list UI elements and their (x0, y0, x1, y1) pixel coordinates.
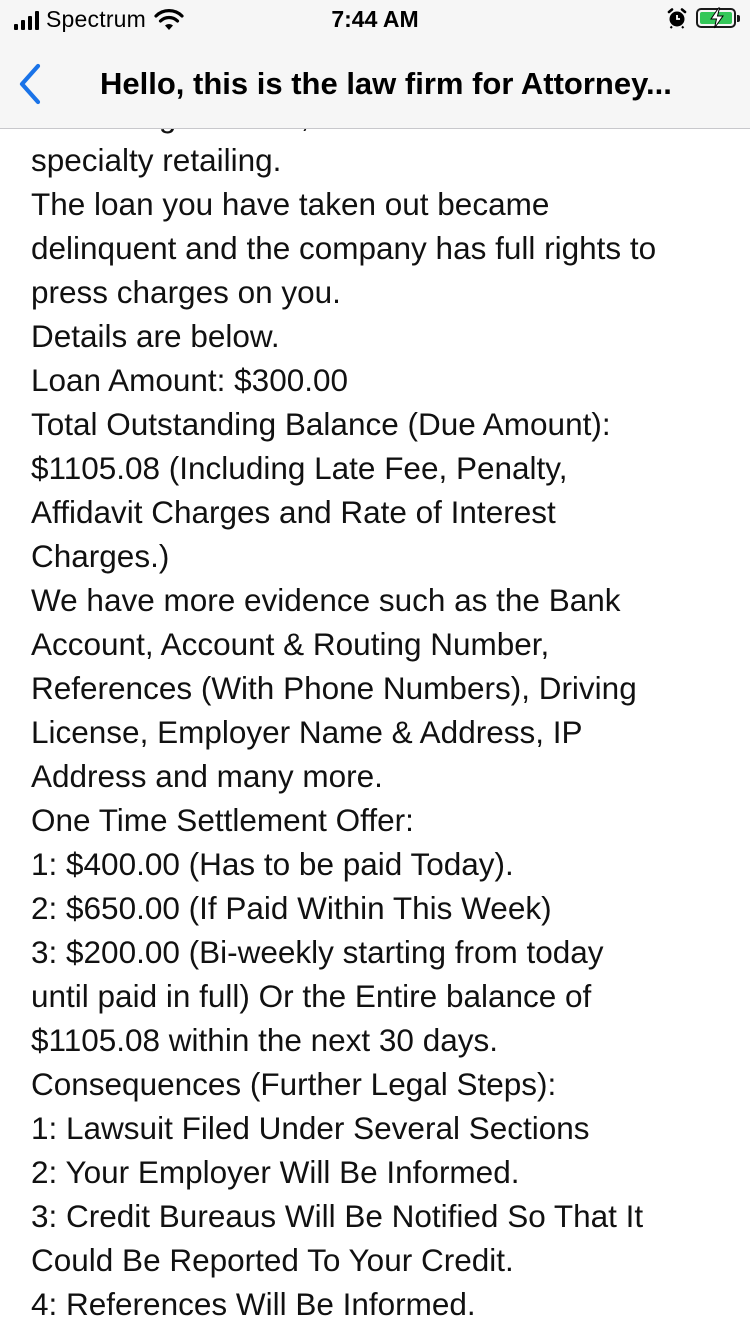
message-line: Consequences (Further Legal Steps): (31, 1066, 557, 1102)
battery-cap (737, 15, 740, 22)
nav-bar (0, 40, 750, 129)
message-line: References (With Phone Numbers), Driving (31, 670, 637, 706)
conversation-title[interactable]: Hello, this is the law firm for Attorney... (100, 66, 672, 101)
message-line: The loan you have taken out became (31, 186, 550, 222)
alarm-clock-icon (666, 7, 688, 29)
message-line: 3: $200.00 (Bi-weekly starting from today (31, 934, 604, 970)
message-line: 1: Lawsuit Filed Under Several Sections (31, 1110, 590, 1146)
message-line: specialty retailing. (31, 142, 282, 178)
message-line: 3: Credit Bureaus Will Be Notified So That It (31, 1198, 644, 1234)
message-line: Could Be Reported To Your Credit. (31, 1242, 514, 1278)
status-bar (0, 0, 750, 40)
message-line: delinquent and the company has full rights to (31, 230, 657, 266)
message-line: until paid in full) Or the Entire balance of (31, 978, 592, 1014)
message-line: 2: Your Employer Will Be Informed. (31, 1154, 520, 1190)
message-line: Details are below. (31, 318, 280, 354)
message-line: Account, Account & Routing Number, (31, 626, 550, 662)
message-line: 4: References Will Be Informed. (31, 1286, 476, 1322)
message-line: Total Outstanding Balance (Due Amount): (31, 406, 611, 442)
message-line: We have more evidence such as the Bank (31, 582, 621, 618)
message-body (31, 94, 731, 1326)
charging-bolt-icon (709, 8, 725, 28)
message-line: $1105.08 (Including Late Fee, Penalty, (31, 450, 568, 486)
message-line: 2: $650.00 (If Paid Within This Week) (31, 890, 552, 926)
message-scroll-area[interactable] (0, 128, 750, 1334)
message-line: Affidavit Charges and Rate of Interest (31, 494, 556, 530)
message-line: $1105.08 within the next 30 days. (31, 1022, 498, 1058)
message-line: Charges.) (31, 538, 170, 574)
message-line: Address and many more. (31, 758, 383, 794)
status-right (666, 7, 736, 29)
carrier-label: Spectrum (46, 6, 147, 32)
message-line: 1: $400.00 (Has to be paid Today). (31, 846, 514, 882)
message-line: License, Employer Name & Address, IP (31, 714, 583, 750)
message-line: One Time Settlement Offer: (31, 802, 414, 838)
back-chevron-icon[interactable] (14, 62, 48, 106)
battery-icon (696, 8, 736, 28)
message-line: Loan Amount: $300.00 (31, 362, 349, 398)
status-time: 7:44 AM (331, 6, 419, 32)
message-line: press charges on you. (31, 274, 341, 310)
